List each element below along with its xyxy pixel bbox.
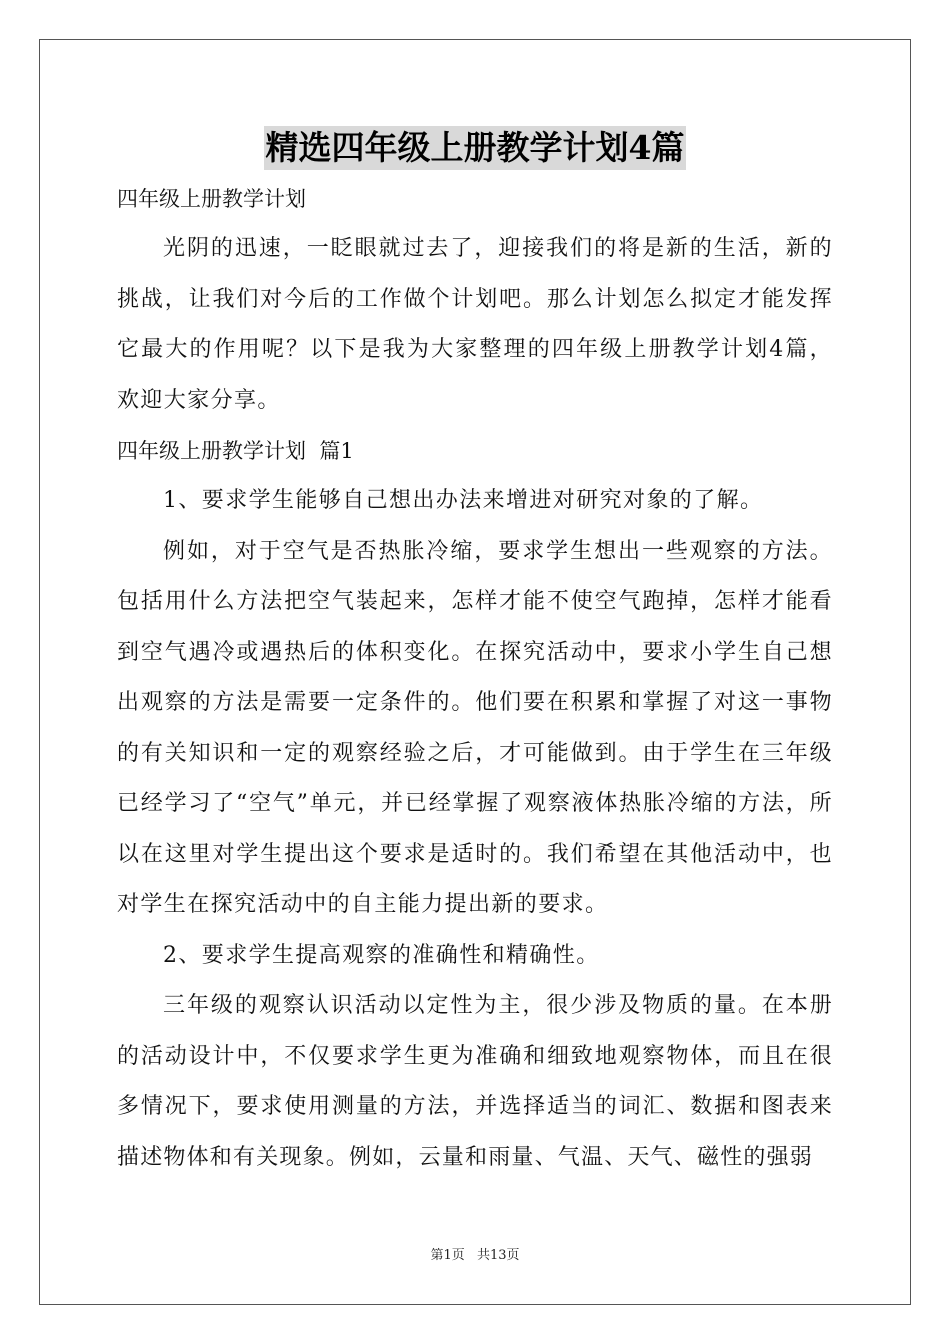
page-number: 第1页	[430, 1248, 465, 1263]
document-body	[117, 174, 833, 1183]
point-1-paragraph: 1、要求学生能够自己想出办法来增进对研究对象的了解。	[163, 488, 764, 513]
document-title: 精选四年级上册教学计划4篇	[264, 126, 687, 170]
intro-paragraph: 光阴的迅速，一眨眼就过去了，迎接我们的将是新的生活，新的挑战，让我们对今后的工作做个计划吧。那么计划怎么拟定才能发挥它最大的作用呢？以下是我为大家整理的四年级上册教学计划4篇，欢迎大家分享。	[117, 236, 833, 413]
page-total: 共13页	[476, 1248, 520, 1263]
point-2-paragraph: 2、要求学生提高观察的准确性和精确性。	[163, 942, 600, 968]
observation-paragraph: 三年级的观察认识活动以定性为主，很少涉及物质的量。在本册的活动设计中，不仅要求学生更为准确和细致地观察物体，而且在很多情况下，要求使用测量的方法，并选择适当的词汇、数据和图表来描述物体和有关现象。例如，云量和雨量、气温、天气、磁性的强弱	[117, 993, 833, 1170]
section-heading: 四年级上册教学计划	[117, 187, 306, 211]
title-container	[0, 126, 950, 170]
example-paragraph: 例如，对于空气是否热胀冷缩，要求学生想出一些观察的方法。包括用什么方法把空气装起来，怎样才能不使空气跑掉，怎样才能看到空气遇冷或遇热后的体积变化。在探究活动中，要求小学生自己想出观察的方法是需要一定条件的。他们要在积累和掌握了对这一事物的有关知识和一定的观察经验之后，才可能做到。由于学生在三年级已经学习了“空气”单元，并已经掌握了观察液体热胀冷缩的方法，所以在这里对学生提出这个要求是适时的。我们希望在其他活动中，也对学生在探究活动中的自主能力提出新的要求。	[117, 538, 833, 917]
section-heading-part-1: 四年级上册教学计划 篇1	[117, 439, 354, 463]
page-footer	[0, 1244, 950, 1263]
